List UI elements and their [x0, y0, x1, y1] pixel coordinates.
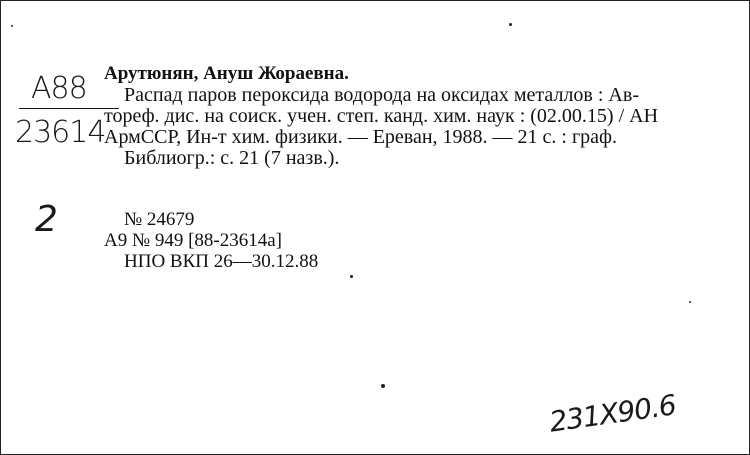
author-heading: Арутюнян, Ануш Жораевна. [104, 63, 349, 84]
speck [381, 384, 385, 388]
handwritten-stamp: 231X90.6 [547, 388, 678, 439]
speck [350, 275, 353, 278]
shelfmark-top: А88 [31, 71, 87, 106]
title-line-2: тореф. дис. на соиск. учен. степ. канд. хим. наук : (02.00.15) / АН [104, 105, 659, 127]
record-number: № 24679 [124, 209, 195, 230]
title-line-1: Распад паров пероксида водорода на оксидах металлов : Ав- [124, 84, 639, 106]
shelfmark-bottom: 23614 [15, 115, 106, 150]
title-line-3: АрмССР, Ин-т хим. физики. — Ереван, 1988. — 21 с. : граф. [104, 126, 618, 148]
handwritten-mark: 2 [35, 199, 57, 240]
speck [509, 23, 512, 26]
speck [11, 25, 13, 27]
speck [689, 301, 691, 303]
index-number: А9 № 949 [88-23614а] [104, 230, 283, 251]
bibliography-note: Библиогр.: с. 21 (7 назв.). [124, 147, 340, 169]
registration-line: НПО ВКП 26—30.12.88 [124, 251, 319, 272]
